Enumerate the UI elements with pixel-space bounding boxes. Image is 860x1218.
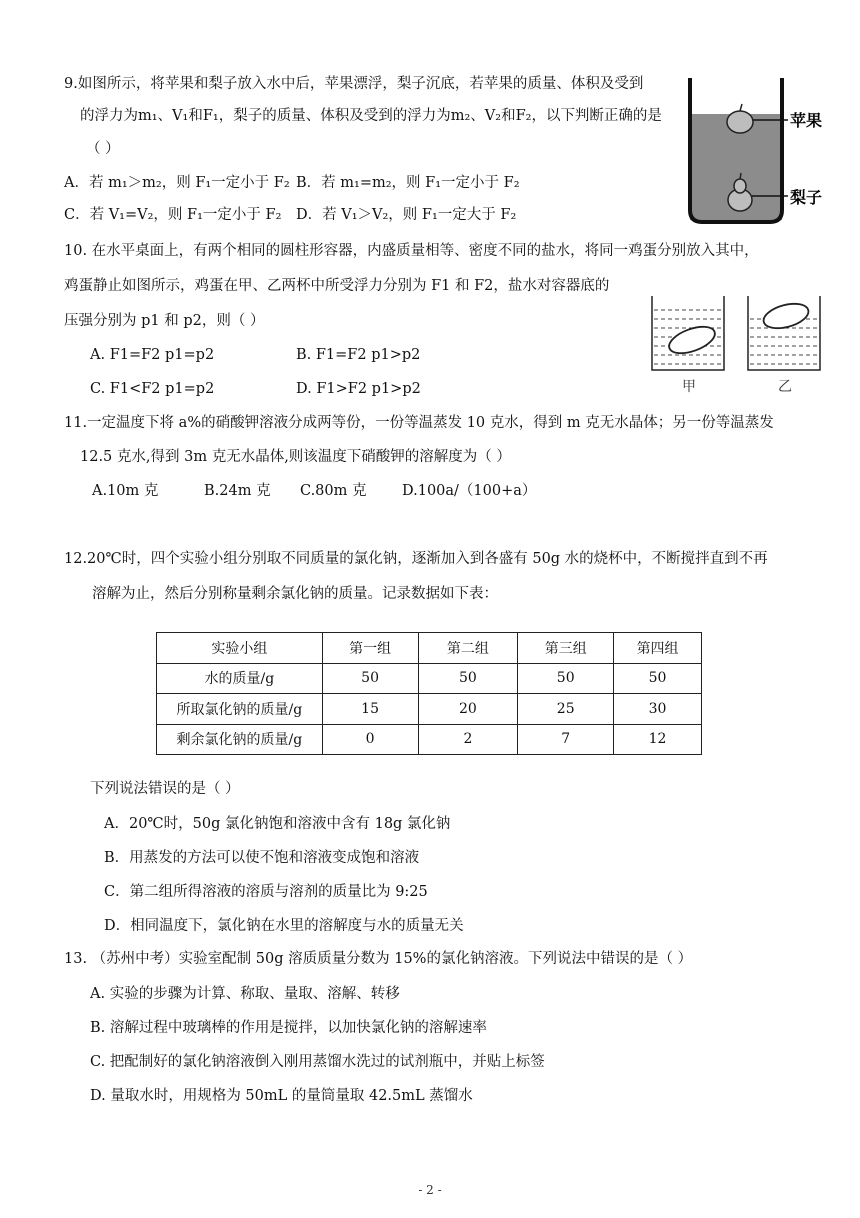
q12-option-b: B．用蒸发的方法可以使不饱和溶液变成饱和溶液 — [104, 850, 420, 866]
q11-option-b: B.24m 克 — [204, 483, 271, 499]
q12-option-d: D．相同温度下，氯化钠在水里的溶解度与水的质量无关 — [104, 918, 464, 934]
q12-option-a: A．20℃时，50g 氯化钠饱和溶液中含有 18g 氯化钠 — [104, 816, 451, 832]
q12-stem-line1: 12.20℃时，四个实验小组分别取不同质量的氯化钠，逐渐加入到各盛有 50g 水的烧杯中，不断搅拌直到不再 — [64, 551, 768, 567]
table-header-cell: 第一组 — [322, 633, 418, 664]
table-header-row — [157, 633, 702, 664]
egg-containers-figure — [648, 292, 824, 398]
table-row — [157, 724, 702, 755]
table-cell: 20 — [418, 694, 518, 725]
q9-option-c: C．若 V₁=V₂，则 F₁一定小于 F₂ — [64, 207, 282, 223]
q13-option-d: D. 量取水时，用规格为 50mL 的量筒量取 42.5mL 蒸馏水 — [90, 1088, 473, 1104]
q12-ask: 下列说法错误的是（ ） — [90, 781, 240, 797]
q9-option-b: B．若 m₁=m₂，则 F₁一定小于 F₂ — [296, 175, 520, 191]
q13-stem: 13. （苏州中考）实验室配制 50g 溶质质量分数为 15%的氯化钠溶液。下列说法中错误的是（ ） — [64, 951, 693, 967]
q10-stem-line3: 压强分别为 p1 和 p2，则（ ） — [64, 313, 265, 329]
q10-stem-line2: 鸡蛋静止如图所示，鸡蛋在甲、乙两杯中所受浮力分别为 F1 和 F2，盐水对容器底的 — [64, 278, 610, 294]
q12-option-c: C．第二组所得溶液的溶质与溶剂的质量比为 9:25 — [104, 884, 428, 900]
q13-option-c: C. 把配制好的氯化钠溶液倒入刚用蒸馏水洗过的试剂瓶中，并贴上标签 — [90, 1054, 545, 1070]
table-cell: 50 — [418, 663, 518, 694]
table-cell: 25 — [518, 694, 614, 725]
apple-label: 苹果 — [790, 111, 823, 130]
q9-answer-paren: （ ） — [86, 141, 120, 157]
table-cell: 水的质量/g — [157, 663, 323, 694]
q13-option-b: B. 溶解过程中玻璃棒的作用是搅拌，以加快氯化钠的溶解速率 — [90, 1020, 487, 1036]
table-cell: 剩余氯化钠的质量/g — [157, 724, 323, 755]
q10-option-a: A. F1=F2 p1=p2 — [90, 347, 215, 363]
label-yi: 乙 — [778, 379, 792, 395]
q12-stem-line2: 溶解为止，然后分别称量剩余氯化钠的质量。记录数据如下表： — [92, 586, 498, 602]
table-cell: 所取氯化钠的质量/g — [157, 694, 323, 725]
table-cell: 2 — [418, 724, 518, 755]
table-header-cell: 第四组 — [614, 633, 702, 664]
pear-top — [734, 179, 746, 193]
table-cell: 7 — [518, 724, 614, 755]
q11-option-a: A.10m 克 — [92, 483, 159, 499]
q9-stem-line2: 的浮力为m₁、V₁和F₁，梨子的质量、体积及受到的浮力为m₂、V₂和F₂，以下判断正确的是 — [80, 108, 662, 124]
q11-stem-line1: 11.一定温度下将 a%的硝酸钾溶液分成两等份，一份等温蒸发 10 克水，得到 m 克无水晶体；另一份等温蒸发 — [64, 415, 774, 431]
apple-stem — [740, 104, 742, 111]
q10-option-b: B. F1=F2 p1>p2 — [296, 347, 421, 363]
container-yi — [748, 296, 820, 370]
container-jia — [652, 296, 724, 370]
label-jia: 甲 — [682, 379, 696, 395]
q10-option-c: C. F1<F2 p1=p2 — [90, 381, 215, 397]
egg-yi — [761, 299, 811, 332]
table-cell: 50 — [614, 663, 702, 694]
q9-option-a: A．若 m₁＞m₂，则 F₁一定小于 F₂ — [64, 175, 290, 191]
table-cell: 12 — [614, 724, 702, 755]
q11-option-d: D.100a/（100+a） — [402, 483, 537, 499]
page-number: - 2 - — [418, 1183, 442, 1197]
table-cell: 30 — [614, 694, 702, 725]
q11-option-c: C.80m 克 — [300, 483, 367, 499]
table-row — [157, 694, 702, 725]
table-cell: 50 — [322, 663, 418, 694]
table-cell: 50 — [518, 663, 614, 694]
q9-option-d: D．若 V₁＞V₂，则 F₁一定大于 F₂ — [296, 207, 517, 223]
table-cell: 0 — [322, 724, 418, 755]
q13-option-a: A. 实验的步骤为计算、称取、量取、溶解、转移 — [90, 986, 400, 1002]
table-row — [157, 663, 702, 694]
q10-option-d: D. F1>F2 p1>p2 — [296, 381, 421, 397]
table-header-cell: 实验小组 — [157, 633, 323, 664]
nacl-data-table — [156, 632, 702, 755]
table-header-cell: 第二组 — [418, 633, 518, 664]
pear-label: 梨子 — [790, 188, 823, 207]
q10-stem-line1: 10. 在水平桌面上，有两个相同的圆柱形容器，内盛质量相等、密度不同的盐水，将同一鸡蛋分别放入其中， — [64, 243, 759, 259]
table-cell: 15 — [322, 694, 418, 725]
pear-stem — [740, 173, 741, 179]
q9-stem-line1: 9.如图所示，将苹果和梨子放入水中后，苹果漂浮，梨子沉底，若苹果的质量、体积及受到 — [64, 76, 644, 92]
apple-pear-beaker-figure — [684, 72, 840, 232]
q11-stem-line2: 12.5 克水,得到 3m 克无水晶体,则该温度下硝酸钾的溶解度为（ ） — [80, 449, 511, 465]
apple-shape — [727, 111, 753, 133]
egg-jia — [666, 321, 719, 358]
table-header-cell: 第三组 — [518, 633, 614, 664]
